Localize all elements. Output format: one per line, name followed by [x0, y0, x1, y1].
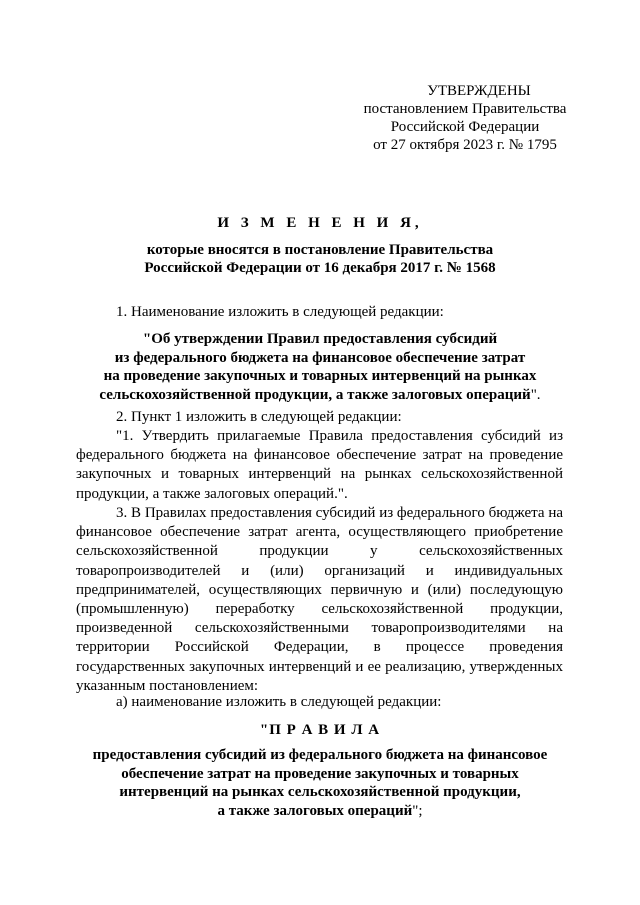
approval-line: постановлением Правительства: [363, 101, 567, 117]
approval-date-line: от 27 октября 2023 г. № 1795: [373, 137, 557, 153]
approval-title: УТВЕРЖДЕНЫ: [427, 83, 531, 99]
rules-end: ";: [412, 802, 423, 819]
quote-line: из федерального бюджета на финансовое обеспечение затрат: [114, 349, 526, 366]
item2-intro: 2. Пункт 1 изложить в следующей редакции:: [116, 409, 402, 425]
item2-text: "1. Утвердить прилагаемые Правила предоставления субсидий из федерального бюджета на финансовое обеспечение затрат на проведение закупочных и товарных интервенций на рынках сельскохозяйственной продукции, а также залоговых операций.".: [76, 428, 563, 502]
rules-title: "П Р А В И Л А: [259, 722, 381, 738]
document-title: И З М Е Н Е Н И Я,: [217, 215, 423, 231]
quote-end: ".: [530, 386, 541, 403]
approval-line: Российской Федерации: [390, 119, 540, 135]
quote-line: сельскохозяйственной продукции, а также залоговых операций: [99, 386, 531, 403]
document-subtitle: [0, 241, 640, 277]
quote-line: на проведение закупочных и товарных интервенций на рынках: [103, 368, 537, 384]
subtitle-line: которые вносятся в постановление Правительства: [146, 242, 494, 258]
rules-line: предоставления субсидий из федерального бюджета на финансовое: [92, 747, 548, 763]
quote-line: "Об утверждении Правил предоставления субсидий: [142, 331, 498, 347]
subtitle-line: Российской Федерации от 16 декабря 2017 г. № 1568: [144, 260, 496, 276]
approval-stamp: [350, 82, 580, 154]
rules-line: интервенций на рынках сельскохозяйственной продукции,: [119, 784, 521, 800]
quote-line-last: [0, 386, 640, 405]
item1-intro: 1. Наименование изложить в следующей редакции:: [116, 304, 444, 320]
item3-text: 3. В Правилах предоставления субсидий из федерального бюджета на финансовое обеспечение затрат агента, осуществляющего приобретение сельскохозяйственной продукции у сельскохозяйственных товаропроизводителей и (или) организаций и индивидуальных предпринимателей, осуществляющих первичную и (или) последующую (промышленную) переработку сельскохозяйственной продукции, произведенной сельскохозяйственными товаропроизводителями на территории Российской Федерации, в процессе проведения государственных закупочных интервенций и ее реализацию, утвержденных указанным постановлением:: [76, 505, 563, 694]
rules-line: обеспечение затрат на проведение закупочных и товарных: [121, 765, 519, 782]
rules-line: а также залоговых операций: [217, 802, 413, 819]
rules-line-last: [0, 802, 640, 821]
item1-quote: [0, 330, 640, 404]
item3-sub-a: а) наименование изложить в следующей редакции:: [116, 694, 442, 710]
rules-quote: [0, 746, 640, 820]
